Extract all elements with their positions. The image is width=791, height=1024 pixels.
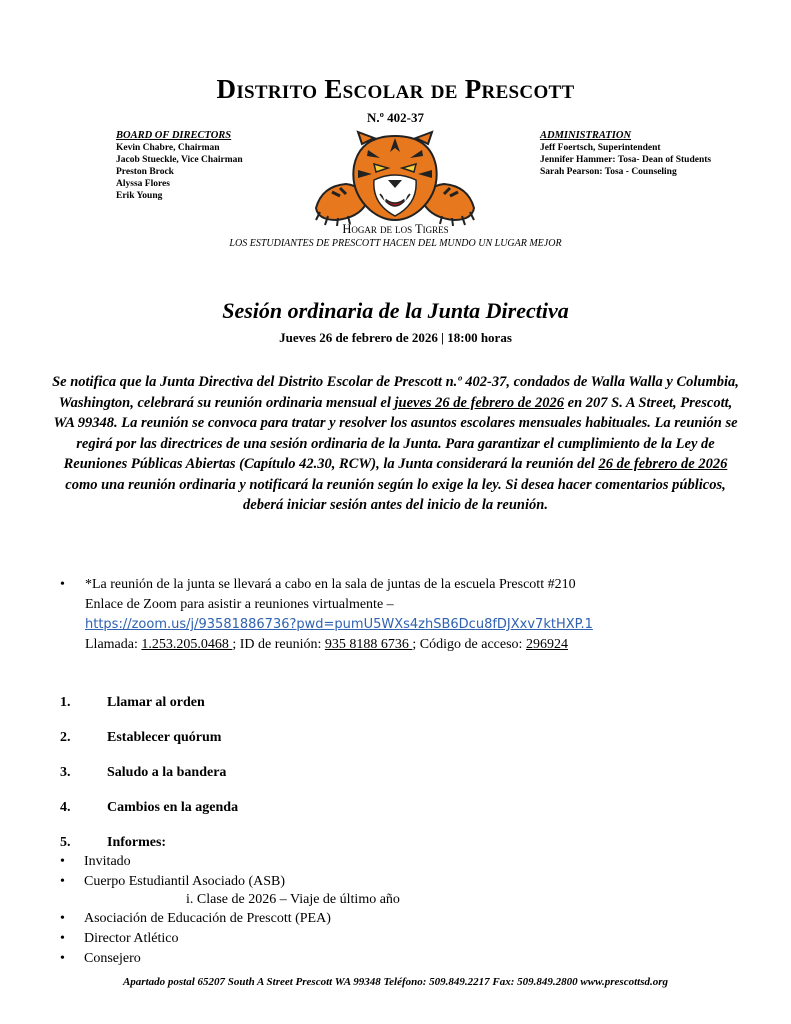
meeting-location: *La reunión de la junta se llevará a cabo en la sala de juntas de la escuela Prescott #210 xyxy=(85,577,576,592)
report-label: Consejero xyxy=(84,951,141,966)
board-member: Kevin Chabre, Chairman xyxy=(116,143,220,153)
administration xyxy=(540,130,711,178)
session-date: Jueves 26 de febrero de 2026 | 18:00 horas xyxy=(279,330,512,345)
admin-heading: ADMINISTRATION xyxy=(540,130,632,141)
board-member: Jacob Stueckle, Vice Chairman xyxy=(116,155,243,165)
agenda-number: 4. xyxy=(60,800,71,815)
report-label: Cuerpo Estudiantil Asociado (ASB) xyxy=(84,874,286,889)
notice-date-2: 26 de febrero de 2026 xyxy=(598,456,728,472)
zoom-label: Enlace de Zoom para asistir a reuniones virtualmente – xyxy=(85,597,394,612)
title-word-3: Prescott xyxy=(464,74,575,104)
district-title xyxy=(0,74,791,105)
notice-text-3: como una reunión ordinaria y notificará la reunión según lo exige la ley. Si desea hacer comentarios públicos, deberá iniciar sesión antes del inicio de la reunión. xyxy=(65,476,726,513)
id-label: ; ID de reunión: xyxy=(232,637,325,652)
call-info xyxy=(85,635,725,655)
phone-number[interactable]: 1.253.205.0468 xyxy=(141,637,233,652)
agenda-label: Establecer quórum xyxy=(107,730,222,745)
agenda-number: 2. xyxy=(60,730,71,745)
motto: LOS ESTUDIANTES DE PRESCOTT HACEN DEL MUNDO UN LUGAR MEJOR xyxy=(229,238,562,249)
board-member: Alyssa Flores xyxy=(116,179,170,189)
board-heading: BOARD OF DIRECTORS xyxy=(116,130,232,141)
board-member: Erik Young xyxy=(116,191,163,201)
board-member: Preston Brock xyxy=(116,167,174,177)
agenda-label: Llamar al orden xyxy=(107,695,205,710)
tiger-logo xyxy=(312,130,478,226)
code-label: ; Código de acceso: xyxy=(412,637,526,652)
agenda-number: 3. xyxy=(60,765,71,780)
title-word-1: Distrito xyxy=(216,74,318,104)
bullet-icon: • xyxy=(60,951,65,966)
agenda-number: 5. xyxy=(60,835,71,850)
bullet-icon: • xyxy=(60,854,65,869)
agenda-label: Cambios en la agenda xyxy=(107,800,239,815)
bullet-icon: • xyxy=(60,911,65,926)
bullet-icon: • xyxy=(60,874,65,889)
session-title: Sesión ordinaria de la Junta Directiva xyxy=(222,298,569,323)
call-label: Llamada: xyxy=(85,637,142,652)
district-number: N.º 402-37 xyxy=(366,110,424,125)
notice-text-1: Se notifica que la Junta Directiva del Distrito Escolar de Prescott n.º 402-37, condados de Walla Walla y Columbia, Washington, celebrará su reunión ordinaria mensual el xyxy=(52,374,739,411)
notice-text-2: en 207 S. A Street, Prescott, WA 99348. La reunión se convoca para tratar y resolver los asuntos escolares mensuales habituales. La reunión se regirá por las directrices de una sesión ordinaria de la Junta. Para garantizar el cumplimiento de la Ley de Reuniones Públicas Abiertas (Capítulo 42.30, RCW), la Junta considerará la reunión del xyxy=(53,394,738,472)
report-label: Invitado xyxy=(84,854,131,869)
admin-member: Sarah Pearson: Tosa - Counseling xyxy=(540,167,677,177)
meeting-notice xyxy=(48,372,743,516)
bullet-icon: • xyxy=(60,931,65,946)
report-subitem: i. Clase de 2026 – Viaje de último año xyxy=(186,892,400,907)
admin-member: Jeff Foertsch, Superintendent xyxy=(540,143,661,153)
bullet-icon: • xyxy=(60,577,65,592)
admin-member: Jennifer Hammer: Tosa- Dean of Students xyxy=(540,155,712,165)
board-of-directors xyxy=(116,130,243,202)
title-word-2: Escolar de xyxy=(324,74,458,104)
meeting-id: 935 8188 6736 xyxy=(324,637,413,652)
access-code: 296924 xyxy=(525,637,568,652)
report-label: Director Atlético xyxy=(84,931,179,946)
agenda-label: Informes: xyxy=(107,835,167,850)
notice-date-1: jueves 26 de febrero de 2026 xyxy=(394,394,565,411)
hogar-tagline: Hogar de los Tigres xyxy=(342,222,449,236)
zoom-link[interactable]: https://zoom.us/j/93581886736?pwd=pumU5WXs4zhSB6Dcu8fDJXxv7ktHXP.1 xyxy=(85,617,593,632)
report-label: Asociación de Educación de Prescott (PEA) xyxy=(84,911,331,926)
agenda-number: 1. xyxy=(60,695,71,710)
footer-address: Apartado postal 65207 South A Street Prescott WA 99348 Teléfono: 509.849.2217 Fax: 509.849.2800 www.prescottsd.org xyxy=(122,976,669,988)
agenda-label: Saludo a la bandera xyxy=(107,765,227,780)
